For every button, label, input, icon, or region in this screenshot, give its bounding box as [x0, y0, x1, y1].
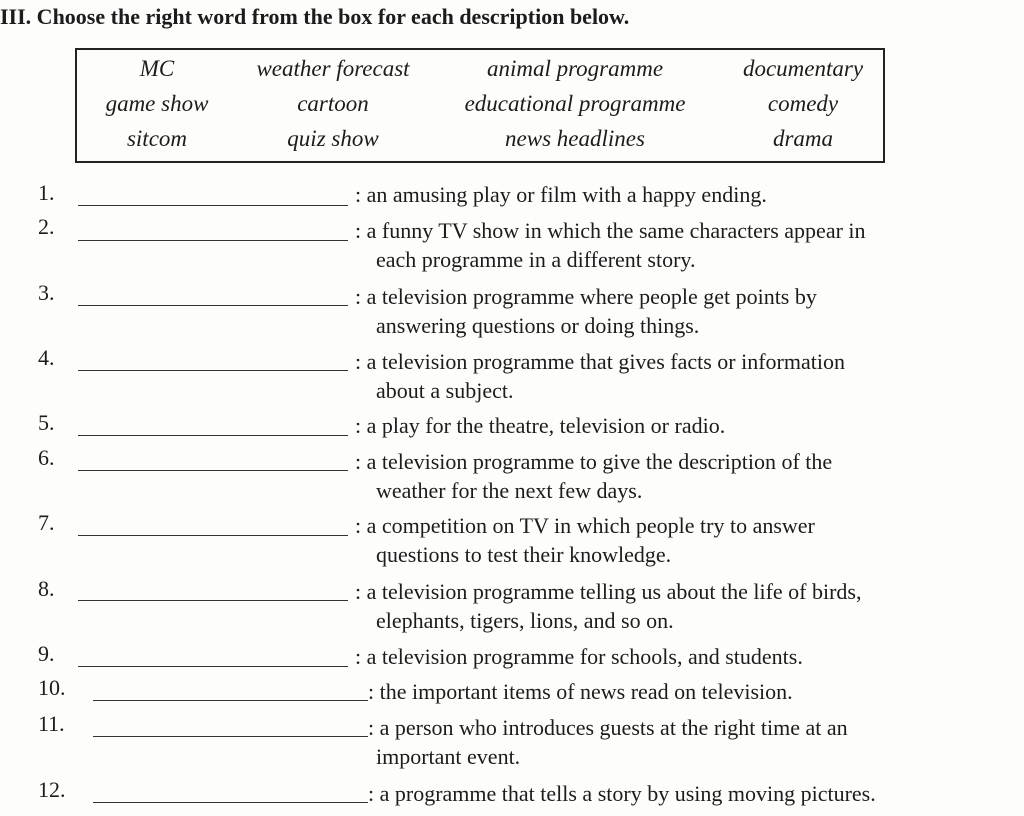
item-definition-cont: important event. [376, 744, 521, 769]
item-definition: : an amusing play or film with a happy ending. [355, 182, 767, 207]
item-definition: : a television programme for schools, and students. [355, 644, 803, 669]
word-option: MC [139, 56, 175, 81]
item-definition-cont: answering questions or doing things. [376, 313, 700, 338]
item-number: 9. [38, 641, 55, 666]
word-option: documentary [742, 56, 864, 81]
item-definition: : a television programme that gives facts or information [355, 349, 845, 374]
item-definition-cont: each programme in a different story. [376, 247, 696, 272]
answer-blank[interactable] [78, 600, 348, 601]
word-option: sitcom [126, 126, 188, 151]
item-definition-cont: weather for the next few days. [376, 478, 643, 503]
item-definition: : a television programme to give the description of the [355, 449, 833, 474]
word-option: weather forecast [256, 56, 410, 81]
item-definition: : a competition on TV in which people try to answer [355, 513, 815, 538]
word-option: comedy [767, 91, 839, 116]
item-number: 10. [38, 675, 66, 700]
answer-blank[interactable] [78, 370, 348, 371]
item-number: 1. [38, 180, 55, 205]
answer-blank[interactable] [78, 435, 348, 436]
item-definition: : a programme that tells a story by using moving pictures. [368, 781, 876, 806]
item-definition: : a play for the theatre, television or radio. [355, 413, 726, 438]
item-number: 8. [38, 576, 55, 601]
item-number: 4. [38, 345, 55, 370]
item-number: 6. [38, 445, 55, 470]
word-box [75, 48, 885, 163]
word-option: game show [105, 91, 209, 116]
item-number: 12. [38, 777, 66, 802]
answer-blank[interactable] [78, 666, 348, 667]
answer-blank[interactable] [78, 240, 348, 241]
item-definition-cont: questions to test their knowledge. [376, 542, 672, 567]
item-number: 5. [38, 410, 55, 435]
word-option: quiz show [287, 126, 379, 151]
item-definition: : a person who introduces guests at the right time at an [368, 715, 848, 740]
item-number: 2. [38, 214, 55, 239]
item-definition: : a television programme telling us about the life of birds, [355, 579, 862, 604]
answer-blank[interactable] [78, 535, 348, 536]
item-definition-cont: about a subject. [376, 378, 514, 403]
word-option: educational programme [464, 91, 686, 116]
answer-blank[interactable] [93, 700, 368, 701]
word-option: animal programme [486, 56, 664, 81]
item-definition: : a television programme where people get points by [355, 284, 817, 309]
item-number: 11. [38, 711, 65, 736]
word-option: news headlines [505, 126, 645, 151]
answer-blank[interactable] [78, 205, 348, 206]
exercise-title: III. Choose the right word from the box for each description below. [0, 4, 630, 29]
answer-blank[interactable] [78, 305, 348, 306]
word-option: cartoon [297, 91, 369, 116]
item-definition: : the important items of news read on television. [368, 679, 793, 704]
answer-blank[interactable] [93, 736, 368, 737]
answer-blank[interactable] [93, 802, 368, 803]
item-definition-cont: elephants, tigers, lions, and so on. [376, 608, 674, 633]
answer-blank[interactable] [78, 470, 348, 471]
item-definition: : a funny TV show in which the same characters appear in [355, 218, 866, 243]
word-option: drama [772, 126, 834, 151]
item-number: 7. [38, 510, 55, 535]
item-number: 3. [38, 280, 55, 305]
